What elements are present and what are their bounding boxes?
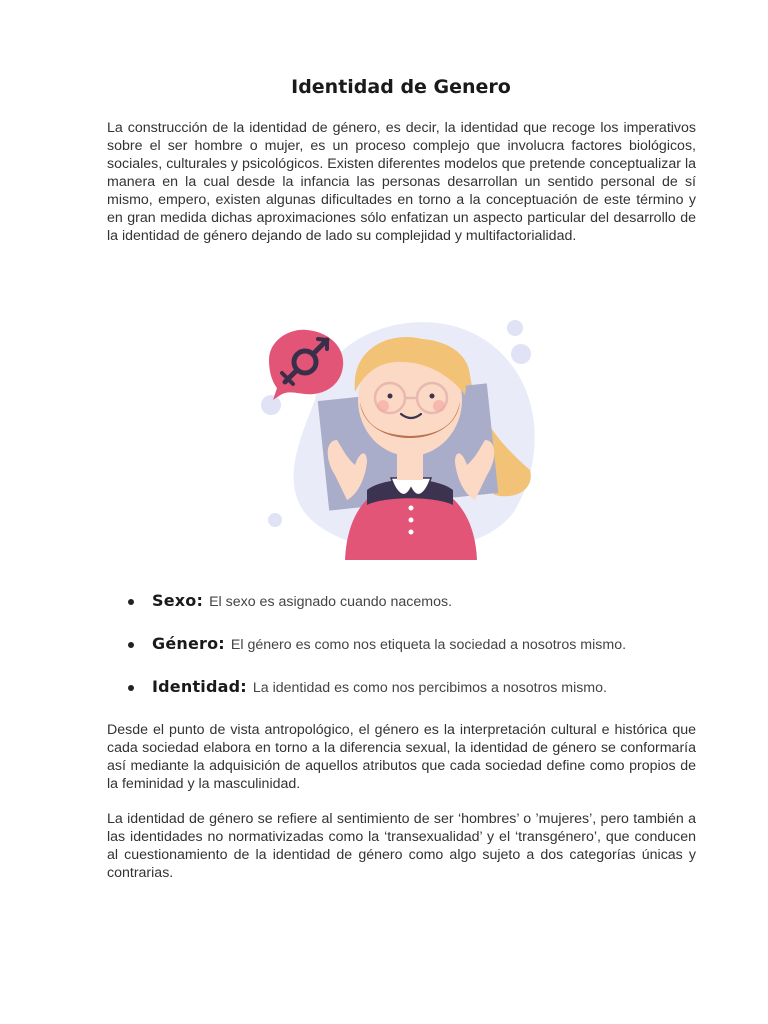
list-item bbox=[128, 677, 626, 720]
term-label: Género: bbox=[152, 634, 225, 653]
term-label: Sexo: bbox=[152, 591, 204, 610]
anthropology-paragraph: Desde el punto de vista antropológico, el género es la interpretación cultural e histórica que cada sociedad elabora en torno a la diferencia sexual, la identidad de género se conformaría así mediante la adquisición de aquellos atributos que cada sociedad define como propios de la feminidad y la masculinidad. bbox=[107, 722, 696, 792]
list-item bbox=[128, 634, 626, 677]
intro-paragraph: La construcción de la identidad de género, es decir, la identidad que recoge los imperativos sobre el ser hombre o mujer, es un proceso complejo que involucra factores biológicos, sociales, culturales y psicológicos. Existen diferentes modelos que pretende conceptualizar la manera en la cual desde la infancia las personas desarrollan un sentido personal de sí mismo, empero, existen algunas dificultades en torno a la conceptuación de este término y en gran medida dichas aproximaciones sólo enfatizan un aspecto particular del desarrollo de la identidad de género dejando de lado su complejidad y multifactorialidad. bbox=[107, 120, 696, 244]
list-item bbox=[128, 591, 626, 634]
bullet-icon bbox=[128, 599, 134, 605]
term-description: La identidad es como nos percibimos a nosotros mismo. bbox=[252, 680, 607, 696]
decor-bubble bbox=[268, 513, 282, 527]
term-label: Identidad: bbox=[152, 677, 247, 696]
decor-bubble bbox=[511, 344, 531, 364]
bullet-icon bbox=[128, 642, 134, 648]
decor-bubble bbox=[261, 395, 281, 415]
term-description: El sexo es asignado cuando nacemos. bbox=[209, 594, 453, 610]
bullet-icon bbox=[128, 685, 134, 691]
definitions-list bbox=[128, 591, 626, 720]
gender-identity-paragraph: La identidad de género se refiere al sentimiento de ser ‘hombres’ o ’mujeres’, pero también a las identidades no normativizadas como la ‘transexualidad’ y el ‘transgénero’, que conducen al cuestionamiento de la identidad de género como algo sujeto a dos categorías únicas y contrarias. bbox=[107, 811, 696, 881]
page-title: Identidad de Genero bbox=[291, 76, 511, 98]
term-description: El género es como nos etiqueta la sociedad a nosotros mismo. bbox=[230, 637, 627, 653]
decor-bubble bbox=[507, 320, 523, 336]
gender-identity-illustration bbox=[255, 300, 555, 562]
